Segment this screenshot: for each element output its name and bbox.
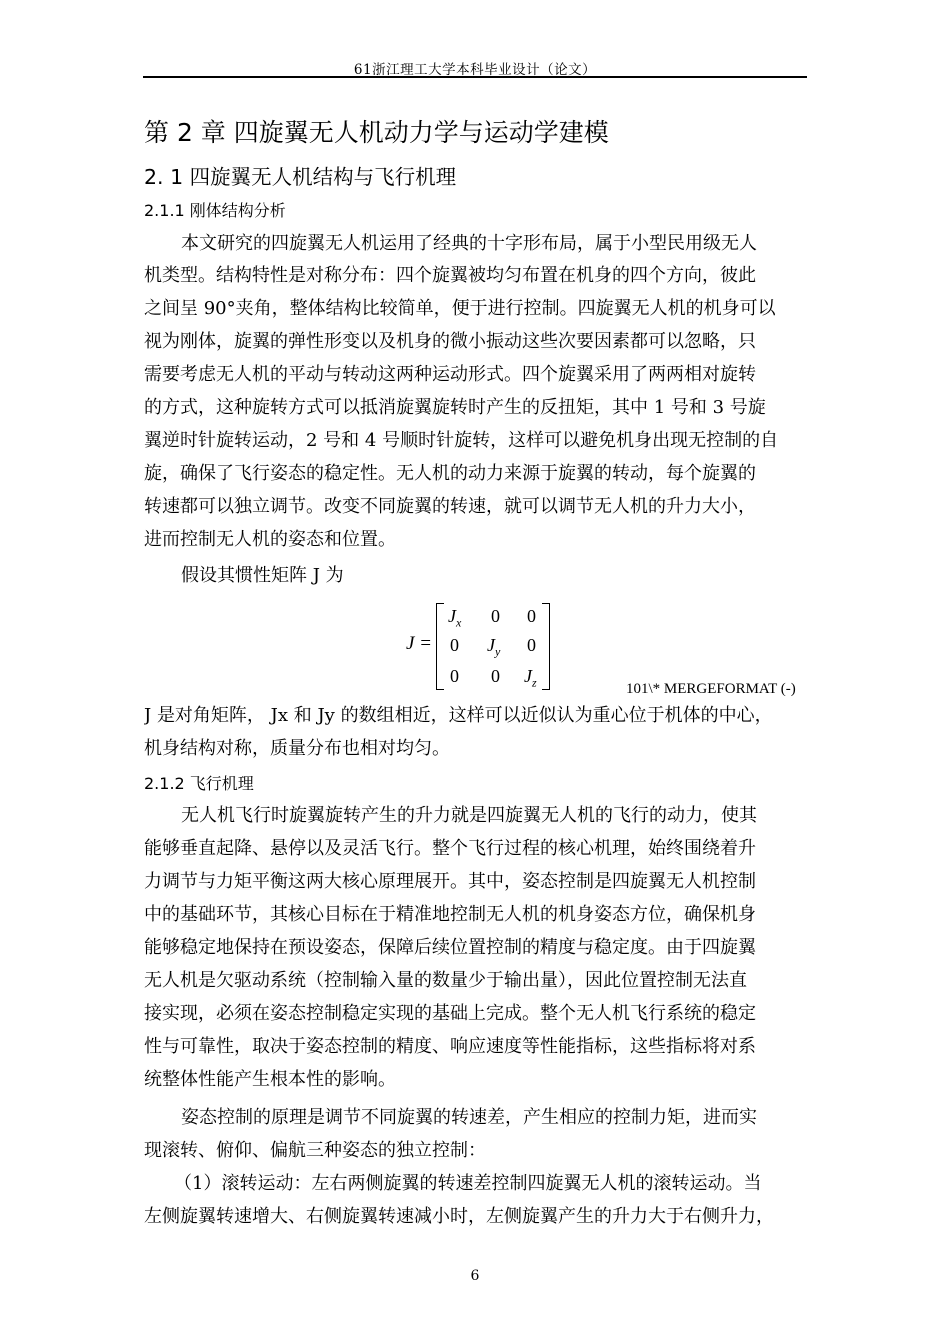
equation-lhs: J = <box>406 633 433 654</box>
matrix-left-bracket <box>436 603 444 690</box>
header-rule <box>143 76 807 78</box>
subsection-title-2-1-1: 2.1.1 刚体结构分析 <box>144 201 286 220</box>
inertia-matrix-equation <box>403 600 563 692</box>
text-line: J 是对角矩阵， Jx 和 Jy 的数组相近，这样可以近似认为重心位于机体的中心， <box>144 705 773 726</box>
text-line: 机身结构对称，质量分布也相对均匀。 <box>144 738 450 759</box>
matrix-cell-32: 0 <box>491 666 500 686</box>
text-line: 转速都可以独立调节。改变不同旋翼的转速，就可以调节无人机的升力大小， <box>144 496 756 517</box>
section-title: 2. 1 四旋翼无人机结构与飞行机理 <box>144 165 457 189</box>
text-line: 统整体性能产生根本性的影响。 <box>144 1069 396 1090</box>
text-line: （1）滚转运动：左右两侧旋翼的转速差控制四旋翼无人机的滚转运动。当 <box>174 1173 762 1194</box>
text-line: 机类型。结构特性是对称分布：四个旋翼被均匀布置在机身的四个方向，彼此 <box>144 265 756 286</box>
text-line: 性与可靠性，取决于姿态控制的精度、响应速度等性能指标，这些指标将对系 <box>144 1036 756 1057</box>
matrix-right-bracket <box>542 603 550 690</box>
text-line: 翼逆时针旋转运动，2 号和 4 号顺时针旋转，这样可以避免机身出现无控制的自 <box>144 430 779 451</box>
text-line: 进而控制无人机的姿态和位置。 <box>144 529 396 550</box>
text-line: 视为刚体，旋翼的弹性形变以及机身的微小振动这些次要因素都可以忽略，只 <box>144 331 756 352</box>
subsection-title-2-1-2: 2.1.2 飞行机理 <box>144 774 254 793</box>
text-line: 左侧旋翼转速增大、右侧旋翼转速减小时，左侧旋翼产生的升力大于右侧升力， <box>144 1206 774 1227</box>
text-line: 无人机飞行时旋翼旋转产生的升力就是四旋翼无人机的飞行的动力，使其 <box>181 805 757 826</box>
matrix-cell-13: 0 <box>527 606 536 626</box>
matrix-cell-22: $J_y$ <box>487 635 501 659</box>
text-line: 中的基础环节，其核心目标在于精准地控制无人机的机身姿态方位，确保机身 <box>144 904 756 925</box>
matrix-cell-21: 0 <box>450 635 459 655</box>
text-line: 需要考虑无人机的平动与转动这两种运动形式。四个旋翼采用了两两相对旋转 <box>144 364 756 385</box>
text-line: 现滚转、俯仰、偏航三种姿态的独立控制： <box>144 1140 486 1161</box>
text-line: 无人机是欠驱动系统（控制输入量的数量少于输出量），因此位置控制无法直 <box>144 970 747 991</box>
inertia-intro-line: 假设其惯性矩阵 J 为 <box>181 565 344 586</box>
text-line: 之间呈 90°夹角，整体结构比较简单，便于进行控制。四旋翼无人机的机身可以 <box>144 298 776 319</box>
matrix-cell-12: 0 <box>491 606 500 626</box>
text-line: 能够稳定地保持在预设姿态，保障后续位置控制的精度与稳定度。由于四旋翼 <box>144 937 756 958</box>
text-line: 姿态控制的原理是调节不同旋翼的转速差，产生相应的控制力矩，进而实 <box>181 1107 757 1128</box>
running-header: 61浙江理工大学本科毕业设计（论文） <box>353 62 597 78</box>
text-line: 接实现，必须在姿态控制稳定实现的基础上完成。整个无人机飞行系统的稳定 <box>144 1003 756 1024</box>
text-line: 的方式，这种旋转方式可以抵消旋翼旋转时产生的反扭矩，其中 1 号和 3 号旋 <box>144 397 766 418</box>
text-line: 本文研究的四旋翼无人机运用了经典的十字形布局，属于小型民用级无人 <box>181 233 757 254</box>
chapter-title: 第 2 章 四旋翼无人机动力学与运动学建模 <box>144 118 609 147</box>
text-line: 旋，确保了飞行姿态的稳定性。无人机的动力来源于旋翼的转动，每个旋翼的 <box>144 463 756 484</box>
matrix-cell-11: $J_x$ <box>448 606 462 630</box>
text-line: 能够垂直起降、悬停以及灵活飞行。整个飞行过程的核心机理，始终围绕着升 <box>144 838 756 859</box>
matrix-cell-23: 0 <box>527 635 536 655</box>
matrix-cell-31: 0 <box>450 666 459 686</box>
text-line: 力调节与力矩平衡这两大核心原理展开。其中，姿态控制是四旋翼无人机控制 <box>144 871 756 892</box>
equation-number: 101\* MERGEFORMAT (-) <box>626 681 796 697</box>
matrix-cell-33: $J_z$ <box>524 666 537 690</box>
page-number: 6 <box>470 1268 480 1284</box>
